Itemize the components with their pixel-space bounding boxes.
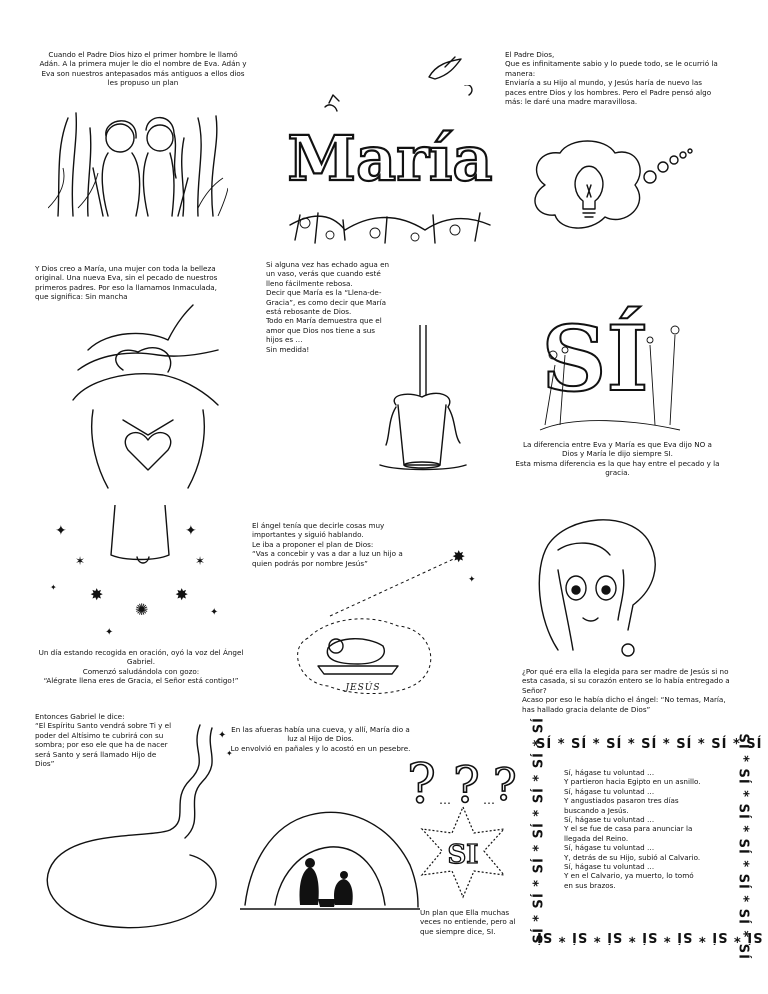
svg-text:✦: ✦ <box>105 627 114 638</box>
svg-text:✸: ✸ <box>452 548 466 566</box>
si-border-top: SÍ * SÍ * SÍ * SÍ * SÍ * SÍ * SÍ <box>536 737 763 752</box>
panel-12-text: Un plan que Ella muchas veces no entiende, pero al que siempre dice, SI. <box>420 908 516 936</box>
overflowing-glass-illustration <box>378 325 468 475</box>
svg-text:✦: ✦ <box>226 749 233 758</box>
si-border-bottom: SÍ * SÍ * SÍ * SÍ * SÍ * SÍ * SÍ <box>536 929 763 944</box>
si-border-left: SÍ * SÍ * SÍ * SÍ * SÍ * SÍ * SÍ <box>531 717 547 944</box>
svg-text:✸: ✸ <box>175 585 189 604</box>
si-star-word: SI <box>447 840 479 870</box>
panel-10-text: Entonces Gabriel le dice: “El Espíritu Santo vendrá sobre Ti y el poder del Altísimo te cubrirá con su sombra; por eso ele que ha de nacer será Santo y será llamado Hijo de Dios” <box>35 712 172 769</box>
svg-text:✦: ✦ <box>468 575 476 585</box>
maria-title: María <box>287 122 493 195</box>
hands-heart-illustration <box>68 300 228 490</box>
svg-text:?: ? <box>493 760 517 810</box>
panel-8-text: El ángel tenía que decirle cosas muy importantes y siguió hablando. Le iba a proponer el plan de Dios: “Vas a concebir y vas a dar a luz un hijo a quien podrás por nombre Jesús” <box>252 521 403 568</box>
svg-text:…: … <box>483 793 495 807</box>
panel-9-text: ¿Por qué era ella la elegida para ser madre de Jesús si no esta casada, si su corazón entero se lo había entregado a Señor? Acaso por eso le había dicho el ángel: “No temas, María, has hallado gracia delante de Dios” <box>522 667 730 714</box>
si-star-illustration <box>418 805 508 900</box>
svg-text:✸: ✸ <box>90 585 104 604</box>
panel-1-text: Cuando el Padre Dios hizo el primer hombre le llamó Adán. A la primera mujer le dio el nombre de Eva. Adán y Eva son nuestros antepasados más antiguos a ellos dios les propuso un plan <box>39 50 247 88</box>
svg-text:…: … <box>439 793 451 807</box>
maria-title-illustration <box>285 85 495 245</box>
svg-text:✺: ✺ <box>135 600 149 619</box>
si-word: SÍ <box>541 306 649 412</box>
panel-6-text: La diferencia entre Eva y María es que Eva dijo NO a Dios y María le dijo siempre SI. Esta misma diferencia es la que hay entre el pecado y la gracia. <box>515 440 720 478</box>
panel-7-text: Un día estando recogida en oración, oyó la voz del Ángel Gabriel. Comenzó saludándola con gozo: “Alégrate llena eres de Gracia, el Señor está contigo!” <box>38 648 244 686</box>
panel-11-text: En las afueras había una cueva, y allí, María dio a luz al Hijo de Dios. Lo envolvió en pañales y lo acostó en un pesebre. <box>230 725 411 753</box>
panel-3-text: El Padre Dios, Que es infinitamente sabio y lo puede todo, se le ocurrió la manera: Enviaría a su Hijo al mundo, y Jesús haría de nuevo las paces entre Dios y los hombres. Pero el Padre pensó algo más: le daré una madre maravillosa. <box>505 50 718 107</box>
svg-text:✶: ✶ <box>195 554 206 568</box>
panel-4-text: Y Dios creo a María, una mujer con toda la belleza original. Una nueva Eva, sin el pecado de nuestros primeros padres. Por eso la llamamos Inmaculada, que significa: Sin mancha <box>35 264 218 302</box>
idea-bubble-illustration <box>525 135 695 235</box>
si-plants-illustration <box>535 275 685 435</box>
mary-question-illustration <box>528 510 668 660</box>
adam-eve-illustration <box>48 108 228 218</box>
angel-stars-illustration <box>45 505 225 645</box>
jesus-label: JESÚS <box>345 683 381 693</box>
nativity-cave-illustration <box>240 795 420 915</box>
panel-13-text: Sí, hágase tu voluntad … Y partieron hacia Egipto en un asnillo. Sí, hágase tu voluntad … Y angustiados pasaron tres días buscando a Jesús. Sí, hágase tu voluntad … Y el se fue de casa para anunciar la llegada del Reino. Sí, hágase tu voluntad … Y, detrás de su Hijo, subió al Calvario. Sí, hágase tu voluntad … Y en el Calvario, ya muerto, lo tomó en sus brazos. <box>564 768 701 890</box>
question-marks-illustration <box>405 750 535 810</box>
svg-text:✶: ✶ <box>75 554 86 568</box>
baby-cradle-illustration <box>288 608 438 698</box>
svg-text:?: ? <box>407 752 436 810</box>
panel-5-text: Si alguna vez has echado agua en un vaso, verás que cuando esté lleno fácilmente rebosa. Decir que María es la “Llena-de-Gracia”, es como decir que María está rebosante de Dios. Todo en María demuestra que el amor que Dios nos tiene a sus hijos es … Sin medida! <box>266 260 390 354</box>
river-path-illustration <box>40 720 240 935</box>
svg-text:✦: ✦ <box>50 583 57 592</box>
svg-text:✦: ✦ <box>218 730 227 741</box>
svg-text:✦: ✦ <box>210 607 219 618</box>
svg-text:✦: ✦ <box>185 523 197 539</box>
svg-text:✦: ✦ <box>55 523 67 539</box>
si-border-right: SÍ * SÍ * SÍ * SÍ * SÍ * SÍ * SÍ <box>735 733 751 960</box>
bird-icon <box>425 55 465 83</box>
svg-text:?: ? <box>453 756 480 810</box>
